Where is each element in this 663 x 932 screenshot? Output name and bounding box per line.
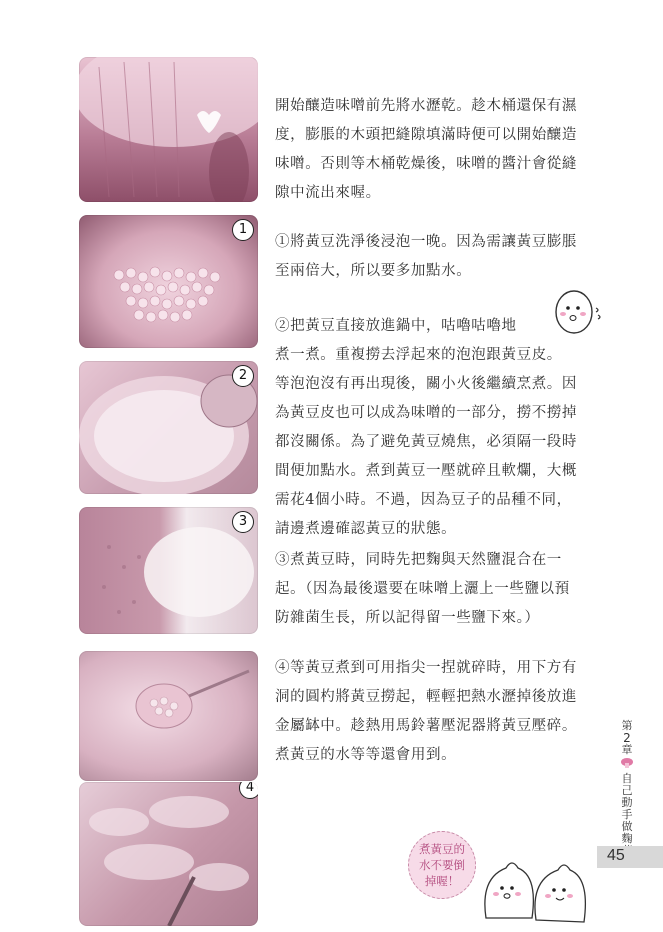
step-badge-3: 3 — [232, 511, 254, 533]
step-2-paragraph: ②把黃豆直接放進鍋中，咕嚕咕嚕地 煮一煮。重複撈去浮起來的泡泡跟黃豆皮。 等泡泡沒有再出現後，關小火後繼續烹煮。因 為黃豆皮也可以成為味噌的一部分，撈不撈掉 都沒關係。為了避免黃豆燒焦，必須隔一段時 間便加點水。煮到黃豆一壓就碎且軟爛，大概 需花4個小時。不過，因為豆子的品種不同， 請邊煮邊確認黃豆的狀態。 — [275, 318, 577, 537]
chapter-title: 自己動手做麴 — [621, 772, 633, 845]
chapter-number: 2 — [623, 731, 631, 745]
boiling-pot-illustration — [79, 361, 258, 494]
ladle-illustration — [79, 651, 258, 781]
intro-paragraph: 開始釀造味噌前先將水瀝乾。趁木桶還保有濕 度，膨脹的木頭把縫隙填滿時便可以開始釀造 味噌。否則等木桶乾燥後，味噌的醬汁會從縫 隙中流出來喔。 — [275, 98, 577, 201]
mushroom-icon — [620, 757, 634, 769]
step-1-paragraph: ①將黃豆洗淨後浸泡一晚。因為需讓黃豆膨脹 至兩倍大，所以要多加點水。 — [275, 234, 577, 279]
page-number: 45 — [607, 847, 625, 864]
speech-line-1: 煮黃豆的 — [419, 842, 465, 856]
photo-soaked-soybeans — [79, 215, 258, 348]
step-badge-2: 2 — [232, 365, 254, 387]
photo-boiling-pot — [79, 361, 258, 494]
egg-character-icon — [550, 288, 610, 336]
mashed-beans-illustration — [79, 782, 258, 926]
step-badge-4: 4 — [239, 782, 258, 799]
speech-bubble — [408, 831, 476, 899]
chapter-side-label — [619, 720, 635, 857]
koji-salt-illustration — [79, 507, 258, 634]
characters-illustration-icon — [478, 848, 588, 928]
speech-line-3: 掉喔！ — [424, 874, 460, 888]
step-badge-1: 1 — [232, 219, 254, 241]
photo-koji-salt-mix — [79, 507, 258, 634]
photo-wooden-tub — [79, 57, 258, 202]
chapter-prefix: 第 — [621, 719, 633, 732]
photo-ladle-beans — [79, 651, 258, 781]
chapter-suffix: 章 — [621, 743, 633, 756]
photo-mashed-beans — [79, 782, 258, 926]
wooden-tub-illustration — [79, 57, 258, 202]
step-4-paragraph: ④等黃豆煮到可用指尖一捏就碎時，用下方有 洞的圓杓將黃豆撈起，輕輕把熱水瀝掉後放進 金屬缽中。趁熱用馬鈴薯壓泥器將黃豆壓碎。 煮黃豆的水等等還會用到。 — [275, 660, 577, 763]
step-3-paragraph: ③煮黃豆時，同時先把麴與天然鹽混合在一 起。（因為最後還要在味噌上灑上一些鹽以預 防雜菌生長，所以記得留一些鹽下來。） — [275, 552, 570, 626]
soybeans-illustration — [79, 215, 258, 348]
speech-line-2: 水不要倒 — [419, 858, 465, 872]
